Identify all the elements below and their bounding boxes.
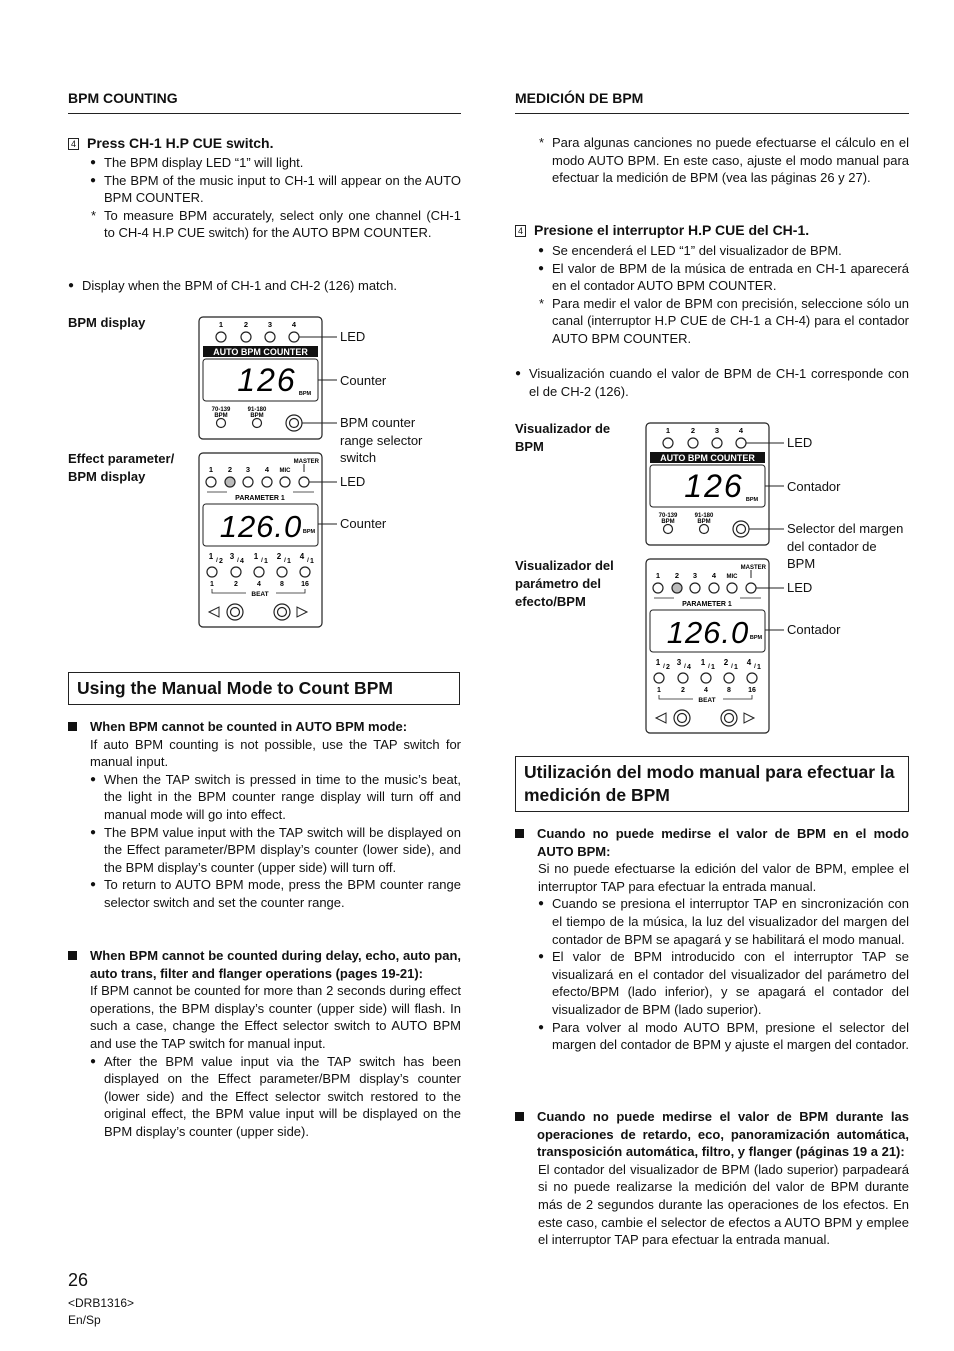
svg-text:/: / [261,558,263,564]
left-step-text: Press CH-1 H.P CUE switch. [87,135,274,151]
step-number-box: 4 [68,138,79,150]
list-item: ● After the BPM value input via the TAP switch has been displayed on the Effect parameter/BPM display’s counter (lower side) and the Effect selector switch restored to the original effect, the BPM value input will be displayed on the BPM display’s counter (upper side). [90,1053,461,1141]
svg-text:3: 3 [692,571,698,580]
svg-text:1: 1 [711,664,715,671]
led-number: 3 [267,320,273,329]
svg-text:1: 1 [208,552,214,561]
svg-text:4: 4 [264,465,270,474]
svg-text:1: 1 [700,658,706,667]
display-note-text: ● Display when the BPM of CH-1 and CH-2 (126) match. [68,277,461,295]
svg-text:3: 3 [245,465,251,474]
svg-text:4: 4 [240,558,244,565]
svg-text:BEAT: BEAT [698,697,716,704]
led-number: 1 [218,320,224,329]
svg-text:BPM: BPM [697,519,711,525]
left-display-note [68,277,461,295]
right-display-note [515,365,909,400]
svg-text:1: 1 [734,664,738,671]
master-label: MASTER [293,459,319,465]
label-effect-display-es: Visualizador del parámetro del efecto/BPM [515,558,614,609]
svg-text:8: 8 [727,687,731,694]
range-label: 91-180 [247,407,267,413]
svg-text:1: 1 [310,558,314,565]
left-sub2 [68,947,461,1141]
svg-text:16: 16 [748,687,756,694]
svg-text:3: 3 [229,552,235,561]
svg-text:BPM: BPM [749,635,763,641]
svg-text:BPM: BPM [661,519,675,525]
left-step-title [68,135,273,151]
svg-text:4: 4 [299,552,305,561]
svg-text:2: 2 [723,658,729,667]
list-item: ● El valor de BPM de la música de entrada en CH-1 aparecerá en el contador AUTO BPM COUNTER. [538,260,909,295]
parameter-label: PARAMETER 1 [235,495,285,502]
svg-text:/: / [663,664,665,670]
right-section-title: Utilización del modo manual para efectuar la medición de BPM [515,756,909,812]
svg-text:/: / [731,664,733,670]
svg-text:4: 4 [687,664,691,671]
left-panel-diagram [197,315,342,631]
callout-counter-2-es: Contador [787,622,841,637]
left-step-body [90,154,461,242]
svg-text:126.0: 126.0 [666,615,750,650]
bpm-display-panel [199,317,337,439]
right-step-text: Presione el interruptor H.P CUE del CH-1. [534,222,810,238]
svg-text:PARAMETER 1: PARAMETER 1 [682,601,732,608]
right-top-note [538,134,909,187]
param-readout: 126.0 [219,509,303,544]
svg-text:4: 4 [738,426,744,435]
led-number: 4 [291,320,297,329]
led-indicator [265,332,275,342]
callout-counter-es: Contador [787,479,841,494]
led-indicator [289,332,299,342]
range-led [253,419,262,428]
footer-lang: En/Sp [68,1313,101,1327]
svg-text:70-139: 70-139 [658,513,678,519]
svg-text:/: / [708,664,710,670]
list-item: ● The BPM of the music input to CH-1 will appear on the AUTO BPM COUNTER. [90,172,461,207]
right-panel-diagram [644,421,789,737]
svg-text:2: 2 [681,687,685,694]
list-item: ● When the TAP switch is pressed in time to the music’s beat, the light in the BPM counter range display will turn off and manual mode will go into effect. [90,771,461,824]
svg-text:AUTO BPM COUNTER: AUTO BPM COUNTER [660,453,755,463]
svg-text:/: / [307,558,309,564]
list-item: ● Para volver al modo AUTO BPM, presione el selector del margen del contador de BPM y ajuste el margen del contador. [538,1019,909,1054]
led-indicator [216,332,226,342]
svg-text:91-180: 91-180 [694,513,714,519]
callout-led-es: LED [787,435,813,450]
callout-selector-es: Selector del margen del contador de BPM [787,521,904,572]
callout-led: LED [340,329,366,344]
sub-text: If BPM cannot be counted for more than 2 seconds during effect operations, the BPM display’s counter (upper side) will flash. In such a case, change the Effect selector switch to AUTO BPM and use the TAP switch for manual input. [90,983,461,1051]
list-item: ● The BPM value input with the TAP switch will be displayed on the Effect parameter/BPM display’s counter (lower side), and the BPM display’s counter (upper side) will turn off. [90,824,461,877]
mic-label: MIC [279,468,291,474]
sub-heading: When BPM cannot be counted during delay, echo, auto pan, auto trans, filter and flanger operations (pages 19-21): [68,947,461,982]
svg-text:8: 8 [280,581,284,588]
svg-text:4: 4 [746,658,752,667]
range-bpm: BPM [250,413,264,419]
sub-heading: Cuando no puede medirse el valor de BPM durante las operaciones de retardo, eco, panoramización automática, transposición automática, filtro, y flanger (páginas 19 a 21): [515,1108,909,1161]
counter-readout: 126 [237,362,297,398]
svg-text:1: 1 [264,558,268,565]
sub-heading: When BPM cannot be counted in AUTO BPM mode: [68,718,461,736]
bpm-unit: BPM [298,391,312,397]
callout-led-2: LED [340,474,366,489]
list-item: ● El valor de BPM introducido con el interruptor TAP se visualizará en el contador del visualizador del parámetro del efecto/BPM (lado inferior), y se apagará el contador del visualizador de BPM (lado superior). [538,948,909,1018]
right-heading-rule [515,113,909,114]
svg-text:BPM: BPM [745,497,759,503]
svg-text:1: 1 [253,552,259,561]
svg-text:3: 3 [676,658,682,667]
display-note-text: ● Visualización cuando el valor de BPM de CH-1 corresponde con el de CH-2 (126). [515,365,909,400]
note-item: * Para medir el valor de BPM con precisión, seleccione sólo un canal (interruptor H.P CUE de CH-1 a CH-4) para el contador AUTO BPM COUNTER. [538,295,909,348]
bpm-display-panel [646,423,784,545]
svg-text:1: 1 [757,664,761,671]
left-heading-rule [68,113,461,114]
right-sub1 [515,825,909,1054]
step-number-box: 4 [515,225,526,237]
svg-text:/: / [216,558,218,564]
svg-text:126: 126 [684,468,744,504]
right-step-title [515,222,809,238]
svg-text:1: 1 [287,558,291,565]
svg-text:2: 2 [227,465,233,474]
svg-text:4: 4 [704,687,708,694]
svg-text:1: 1 [210,581,214,588]
left-section-title: Using the Manual Mode to Count BPM [68,672,460,705]
list-item: ● Se encenderá el LED “1” del visualizador de BPM. [538,242,909,260]
effect-display-panel [646,559,784,733]
svg-text:2: 2 [234,581,238,588]
right-step-body [538,242,909,348]
list-item: ● To return to AUTO BPM mode, press the BPM counter range selector switch and set the counter range. [90,876,461,911]
svg-text:MASTER: MASTER [740,565,766,571]
callout-selector: BPM counter range selector switch [340,415,423,466]
svg-text:/: / [684,664,686,670]
svg-text:1: 1 [657,687,661,694]
range-led [217,419,226,428]
svg-text:2: 2 [219,558,223,565]
range-label: 70-139 [211,407,231,413]
sub-text: Si no puede efectuarse la edición del valor de BPM, emplee el interruptor TAP para efectuar la entrada manual. [538,861,909,894]
svg-text:16: 16 [301,581,309,588]
led-number: 2 [243,320,249,329]
right-sub2 [515,1108,909,1249]
label-bpm-display-es: Visualizador de BPM [515,421,611,454]
led-indicator [241,332,251,342]
svg-text:1: 1 [208,465,214,474]
callout-counter: Counter [340,373,387,388]
svg-text:MIC: MIC [726,574,738,580]
svg-text:2: 2 [674,571,680,580]
range-bpm: BPM [214,413,228,419]
svg-text:/: / [754,664,756,670]
svg-text:/: / [284,558,286,564]
svg-text:/: / [237,558,239,564]
right-heading: MEDICIÓN DE BPM [515,90,644,106]
svg-text:4: 4 [257,581,261,588]
svg-text:2: 2 [690,426,696,435]
beat-label: BEAT [251,591,269,598]
footer-code: <DRB1316> [68,1296,135,1310]
label-bpm-display: BPM display [68,315,146,330]
svg-text:BPM: BPM [302,529,316,535]
sub-text: If auto BPM counting is not possible, use the TAP switch for manual input. [90,736,461,770]
list-item: ● Cuando se presiona el interruptor TAP en sincronización con el tiempo de la música, la luz del visualizador del margen del contador de BPM se apagará y se habilitará el modo manual. [538,895,909,948]
callout-counter-2: Counter [340,516,387,531]
page-number: 26 [68,1270,89,1290]
svg-text:1: 1 [665,426,671,435]
footer-code-block [68,1295,134,1329]
svg-text:2: 2 [276,552,282,561]
left-sub1 [68,718,461,912]
effect-display-panel [199,453,337,627]
svg-text:1: 1 [655,571,661,580]
sub-heading: Cuando no puede medirse el valor de BPM en el modo AUTO BPM: [515,825,909,860]
label-effect-display: Effect parameter/ BPM display [68,451,175,484]
auto-bpm-counter-label: AUTO BPM COUNTER [213,347,308,357]
sub-text: El contador del visualizador de BPM (lado superior) parpadeará si no puede realizarse la medición del valor de BPM durante más de 2 segundos durante las operaciones de los efectos. En este caso, cambie el selector de efectos a AUTO BPM y emplee el interruptor TAP para efectuar la entrada manual. [538,1161,909,1248]
svg-text:3: 3 [714,426,720,435]
note-item: * Para algunas canciones no puede efectuarse el cálculo en el modo AUTO BPM. En este caso, ajuste el modo manual para efectuar la medición de BPM (vea las páginas 26 y 27). [538,134,909,187]
list-item: ● The BPM display LED “1” will light. [90,154,461,172]
callout-led-2-es: LED [787,580,813,595]
svg-text:1: 1 [655,658,661,667]
svg-text:2: 2 [666,664,670,671]
note-item: * To measure BPM accurately, select only one channel (CH-1 to CH-4 H.P CUE switch) for the AUTO BPM COUNTER. [90,207,461,242]
left-heading: BPM COUNTING [68,90,178,106]
svg-text:4: 4 [711,571,717,580]
